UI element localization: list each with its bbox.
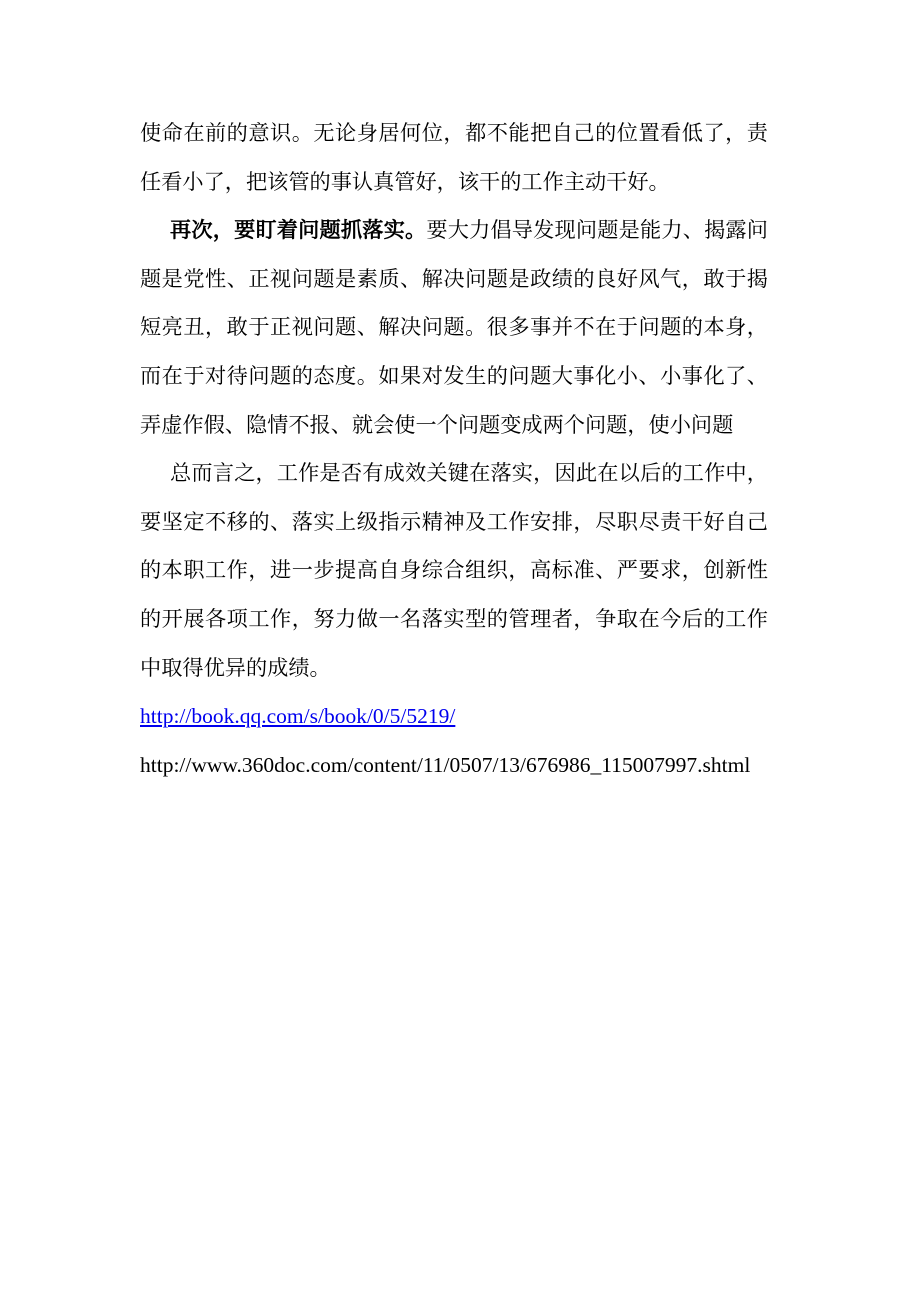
paragraph-line (140, 206, 768, 255)
document-body (140, 109, 768, 789)
lead-rest-text: 要大力倡导发现问题是能力、揭露问 (426, 218, 768, 243)
paragraph-line: 中取得优异的成绩。 (140, 655, 331, 680)
book-qq-hyperlink[interactable]: http://book.qq.com/s/book/0/5/5219/ (140, 704, 456, 729)
bold-lead-text: 再次，要盯着问题抓落实。 (170, 218, 427, 243)
paragraph-line: 任看小了，把该管的事认真管好，该干的工作主动干好。 (140, 169, 670, 194)
paragraph-line: 总而言之，工作是否有成效关键在落实，因此在以后的工作中， (170, 461, 768, 486)
paragraph-line: 使命在前的意识。无论身居何位，都不能把自己的位置看低了，责 (140, 121, 768, 145)
paragraph-line: 短亮丑，敢于正视问题、解决问题。很多事并不在于问题的本身， (140, 315, 768, 340)
paragraph-line: 的开展各项工作，努力做一名落实型的管理者，争取在今后的工作 (140, 606, 768, 631)
paragraph-line: 题是党性、正视问题是素质、解决问题是政绩的良好风气，敢于揭 (140, 266, 768, 291)
paragraph-line: 的本职工作，进一步提高自身综合组织，高标准、严要求，创新性 (140, 558, 768, 583)
paragraph-line: 弄虚作假、隐情不报、就会使一个问题变成两个问题，使小问题 (140, 412, 734, 437)
plain-url-line (140, 741, 768, 790)
paragraph-3 (140, 449, 768, 692)
paragraph-line: 要坚定不移的、落实上级指示精神及工作安排，尽职尽责干好自己 (140, 509, 768, 534)
paragraph-2 (140, 206, 768, 449)
paragraph-line: 而在于对待问题的态度。如果对发生的问题大事化小、小事化了、 (140, 363, 768, 388)
hyperlink-line (140, 692, 768, 741)
360doc-url-text: http://www.360doc.com/content/11/0507/13/676986_115007997.shtml (140, 752, 751, 777)
paragraph-1 (140, 109, 768, 206)
